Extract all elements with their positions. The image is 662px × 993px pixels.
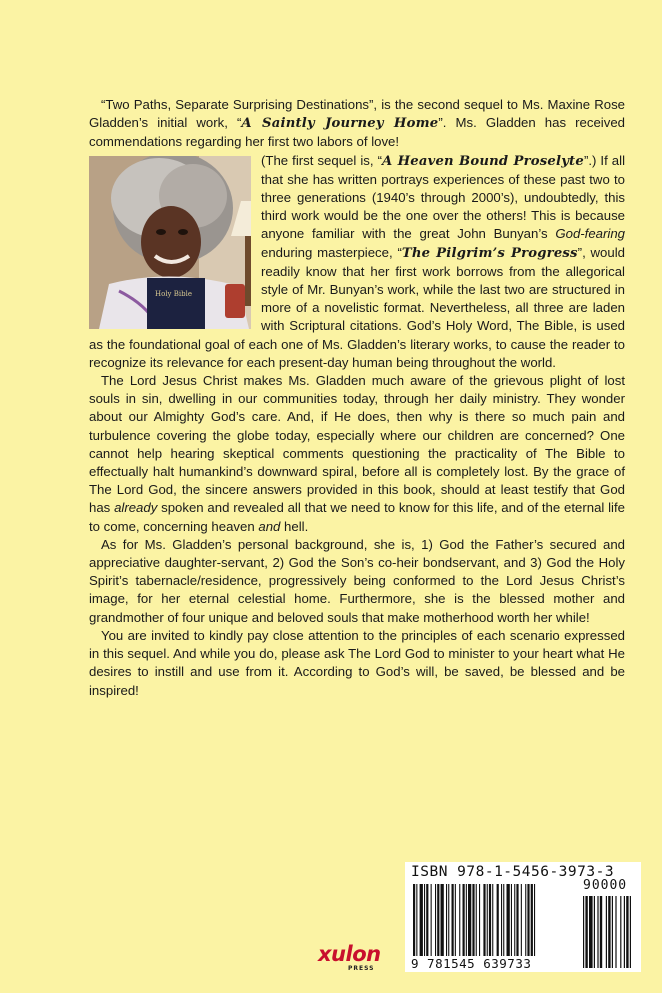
paragraph-4 <box>89 627 625 700</box>
barcode-bar <box>431 884 432 956</box>
addon-bar <box>620 896 621 968</box>
addon-bar <box>612 896 613 968</box>
barcode-bar <box>441 884 444 956</box>
addon-bar <box>615 896 616 968</box>
god-fearing-italic: God-fearing <box>555 226 625 242</box>
barcode-bar <box>435 884 436 956</box>
paragraph-2-text-a: The Lord Jesus Christ makes Ms. Gladden much aware of the grievous plight of lost souls in sin, dwelling in our communities today, through her daily ministry. They wonder about our Almighty God’s care. And, if He does, then why is there so much pain and turbulence covering the globe today, especially where our children are concerned? One cannot help hearing skeptical comments questioning the practicality of The Bible to effectually halt humankind’s downward spiral, before all is completely lost. By the grace of The Lord God, the sincere answers provided in this book, should at least testify that God has <box>89 373 625 516</box>
addon-bar <box>626 896 628 968</box>
isbn-label: ISBN 978-1-5456-3973-3 <box>411 864 615 880</box>
barcode-bar <box>448 884 449 956</box>
barcode-bar <box>507 884 510 956</box>
paragraph-1-text-c: ”.) If all that she has written portrays experiences of these past two to three generations (1940’s through 2000’s), undoubtedly, this third work would be the one over the others! This is because anyone familiar with the great John Bunyan’s <box>261 152 625 242</box>
bible-label: Holy Bible <box>155 289 192 298</box>
book-title-1: A Saintly Journey Home <box>241 116 439 132</box>
barcode-bar <box>479 884 480 956</box>
barcode-bar <box>413 884 415 956</box>
barcode-bar <box>489 884 491 956</box>
barcode-bar <box>525 884 526 956</box>
synopsis-text <box>89 96 625 700</box>
barcode-bar <box>516 884 518 956</box>
addon-bar <box>594 896 595 968</box>
paragraph-2-text-b: spoken and revealed all that we need to know for this life, and of the eternal life to come, concerning heaven <box>89 500 625 534</box>
barcode-bar <box>527 884 529 956</box>
barcode-bar <box>534 884 535 956</box>
barcode-bar <box>452 884 454 956</box>
addon-bar <box>583 896 584 968</box>
price-code: 90000 <box>583 878 628 893</box>
barcode-bar <box>426 884 428 956</box>
already-italic: already <box>114 500 158 516</box>
paragraph-1-text-a: “Two Paths, Separate Surprising Destinations”, is the second sequel to Ms. Maxine Rose Gladden’s initial work, “ <box>89 97 625 131</box>
publisher-logo <box>318 940 398 974</box>
paragraph-4-text: You are invited to kindly pay close attention to the principles of each scenario expressed in this sequel. And while you do, please ask The Lord God to minister to your heart what He desires to instill and use from it. According to God’s will, be saved, be blessed and be inspired! <box>89 627 625 698</box>
addon-bar <box>624 896 625 968</box>
paragraph-1-text-d: enduring masterpiece, “ <box>261 244 402 260</box>
barcode-bar <box>420 884 423 956</box>
publisher-sub: PRESS <box>348 965 375 972</box>
barcode-bar <box>424 884 425 956</box>
barcode-bar <box>483 884 485 956</box>
barcode-bar <box>514 884 515 956</box>
barcode-bar <box>472 884 474 956</box>
addon-bar <box>597 896 598 968</box>
barcode-bar <box>501 884 502 956</box>
addon-bar <box>600 896 602 968</box>
and-italic: and <box>258 518 281 534</box>
barcode-bar <box>492 884 493 956</box>
barcode-bar <box>503 884 504 956</box>
barcode-bar <box>521 884 522 956</box>
paragraph-1-text-b2: (The first sequel is, “ <box>261 152 382 168</box>
paragraph-1-continued <box>89 152 625 372</box>
paragraph-2 <box>89 372 625 536</box>
barcode-bar <box>468 884 471 956</box>
addon-bar <box>630 896 631 968</box>
publisher-name: xulon <box>318 942 381 966</box>
addon-bar <box>606 896 607 968</box>
barcode-bar <box>531 884 533 956</box>
addon-bar <box>589 896 593 968</box>
paragraph-1 <box>89 96 625 152</box>
barcode-bar <box>476 884 477 956</box>
paragraph-2-text-c: hell. <box>280 518 309 534</box>
author-photo <box>89 156 251 329</box>
addon-bar <box>608 896 610 968</box>
barcode-bar <box>487 884 488 956</box>
barcode-bar <box>466 884 467 956</box>
paragraph-1-text-b: ”. Ms. Gladden has received commendations regarding her first two labors of love! <box>89 115 625 150</box>
barcode-number: 9 781545 639733 <box>411 956 575 971</box>
paragraph-3 <box>89 536 625 627</box>
barcode-bar <box>455 884 456 956</box>
book-title-2: A Heaven Bound Proselyte <box>381 153 584 169</box>
paragraph-3-text: As for Ms. Gladden’s personal background, she is, 1) God the Father’s secured and appreciative daughter-servant, 2) God the Son’s co-heir bondservant, and 3) God the Holy Spirit’s tabernacle/residence, progressively being conformed to the Lord Jesus Christ’s image, for her eternal celestial home. Furthermore, she is the blessed mother and grandmother of four unique and beloved souls that make motherhood worth her while! <box>89 536 625 625</box>
barcode-bar <box>511 884 512 956</box>
barcode-bar <box>459 884 460 956</box>
barcode-bar <box>463 884 465 956</box>
barcode-bar <box>437 884 439 956</box>
barcode-bar <box>416 884 417 956</box>
isbn-barcode <box>405 862 641 972</box>
paragraph-1-text-e: ”, would readily know that her first work borrows from the allegorical style of Mr. Bunyan’s work, while the last two are structured in more of a novelistic format. Nevertheless, all three are laden with Scriptural citations. God’s Holy Word, The Bible, is used as the foundational goal of each one of Ms. Gladden’s literary works, to cause the reader to recognize its relevance for each present-day human being throughout the world. <box>89 244 625 370</box>
barcode-bar <box>446 884 447 956</box>
book-title-3: The Pilgrim’s Progress <box>401 245 578 261</box>
addon-bar <box>585 896 587 968</box>
barcode-bar <box>497 884 499 956</box>
